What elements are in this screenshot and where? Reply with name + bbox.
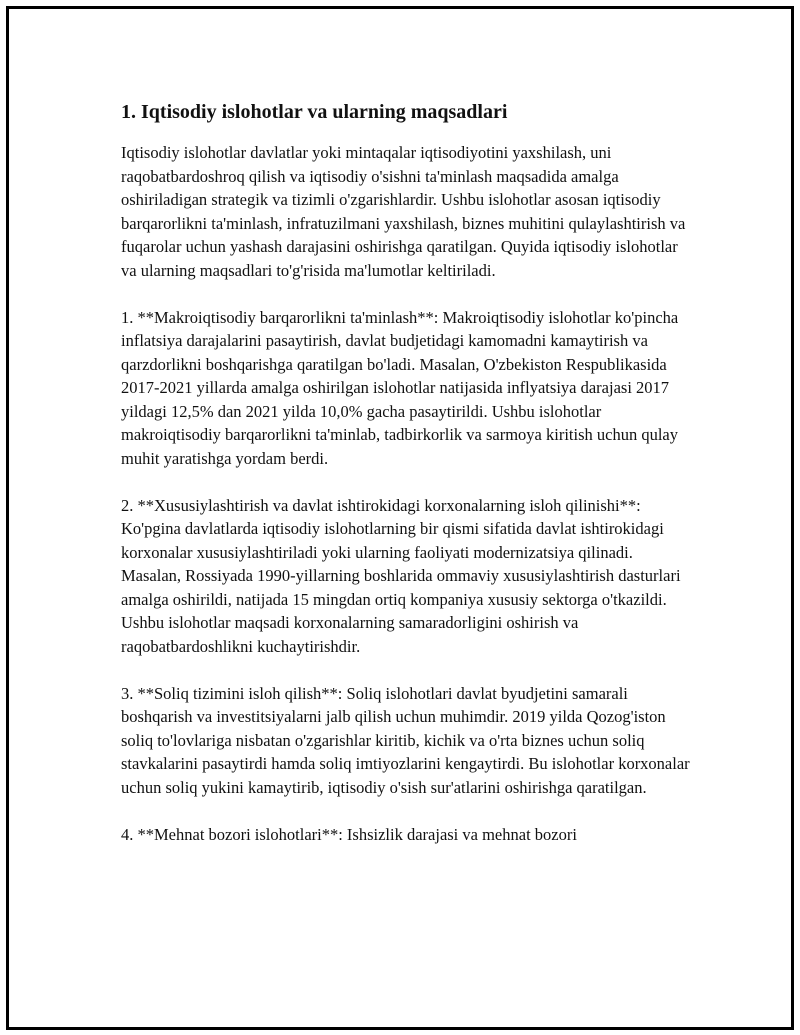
intro-paragraph: Iqtisodiy islohotlar davlatlar yoki mintaqalar iqtisodiyotini yaxshilash, uni raqobatbardoshroq qilish va iqtisodiy o'sishni ta'minlash maqsadida amalga oshiriladigan strategik va tizimli o'zgarishlardir. Ushbu islohotlar asosan iqtisodiy barqarorlikni ta'minlash, infratuzilmani yaxshilash, biznes muhitini qulaylashtirish va fuqarolar uchun yashash darajasini oshirishga qaratilgan. Quyida iqtisodiy islohotlar va ularning maqsadlari to'g'risida ma'lumotlar keltiriladi. [121,143,686,280]
page-frame [6,6,794,1030]
list-item-paragraph: 3. **Soliq tizimini isloh qilish**: Soliq islohotlari davlat byudjetini samarali boshqarish va investitsiyalarni jalb qilish uchun muhimdir. 2019 yilda Qozog'iston soliq to'lovlariga nisbatan o'zgarishlar kiritib, kichik va o'rta biznes uchun soliq stavkalarini pasaytirdi hamda soliq imtiyozlarini kengaytirdi. Bu islohotlar korxonalar uchun soliq yukini kamaytirib, iqtisodiy o'sish sur'atlarini oshirishga qaratilgan. [121,683,690,797]
section-heading: 1. Iqtisodiy islohotlar va ularning maqsadlari [121,101,508,123]
list-item-paragraph: 4. **Mehnat bozori islohotlari**: Ishsizlik darajasi va mehnat bozori [121,824,577,844]
list-item-paragraph: 1. **Makroiqtisodiy barqarorlikni ta'minlash**: Makroiqtisodiy islohotlar ko'pincha inflatsiya darajalarini pasaytirish, davlat budjetidagi kamomadni kamaytirish va qarzdorlikni boshqarishga qaratilgan bo'ladi. Masalan, O'zbekiston Respublikasida 2017-2021 yillarda amalga oshirilgan islohotlar natijasida inflyatsiya darajasi 2017 yildagi 12,5% dan 2021 yilda 10,0% gacha pasaytirildi. Ushbu islohotlar makroiqtisodiy barqarorlikni ta'minlab, tadbirkorlik va sarmoya kiritish uchun qulay muhit yaratishga yordam berdi. [121,307,679,468]
document-body [121,97,691,870]
list-item-paragraph: 2. **Xususiylashtirish va davlat ishtirokidagi korxonalarning isloh qilinishi**: Ko'pgina davlatlarda iqtisodiy islohotlarning bir qismi sifatida davlat ishtirokidagi korxonalar xususiylashtiriladi yoki ularning faoliyati modernizatsiya qilinadi. Masalan, Rossiyada 1990-yillarning boshlarida ommaviy xususiylashtirish dasturlari amalga oshirildi, natijada 15 mingdan ortiq kompaniya xususiy sektorga o'tkazildi. Ushbu islohotlar maqsadi korxonalarning samaradorligini oshirish va raqobatbardoshlikni kuchaytirishdir. [121,495,681,656]
